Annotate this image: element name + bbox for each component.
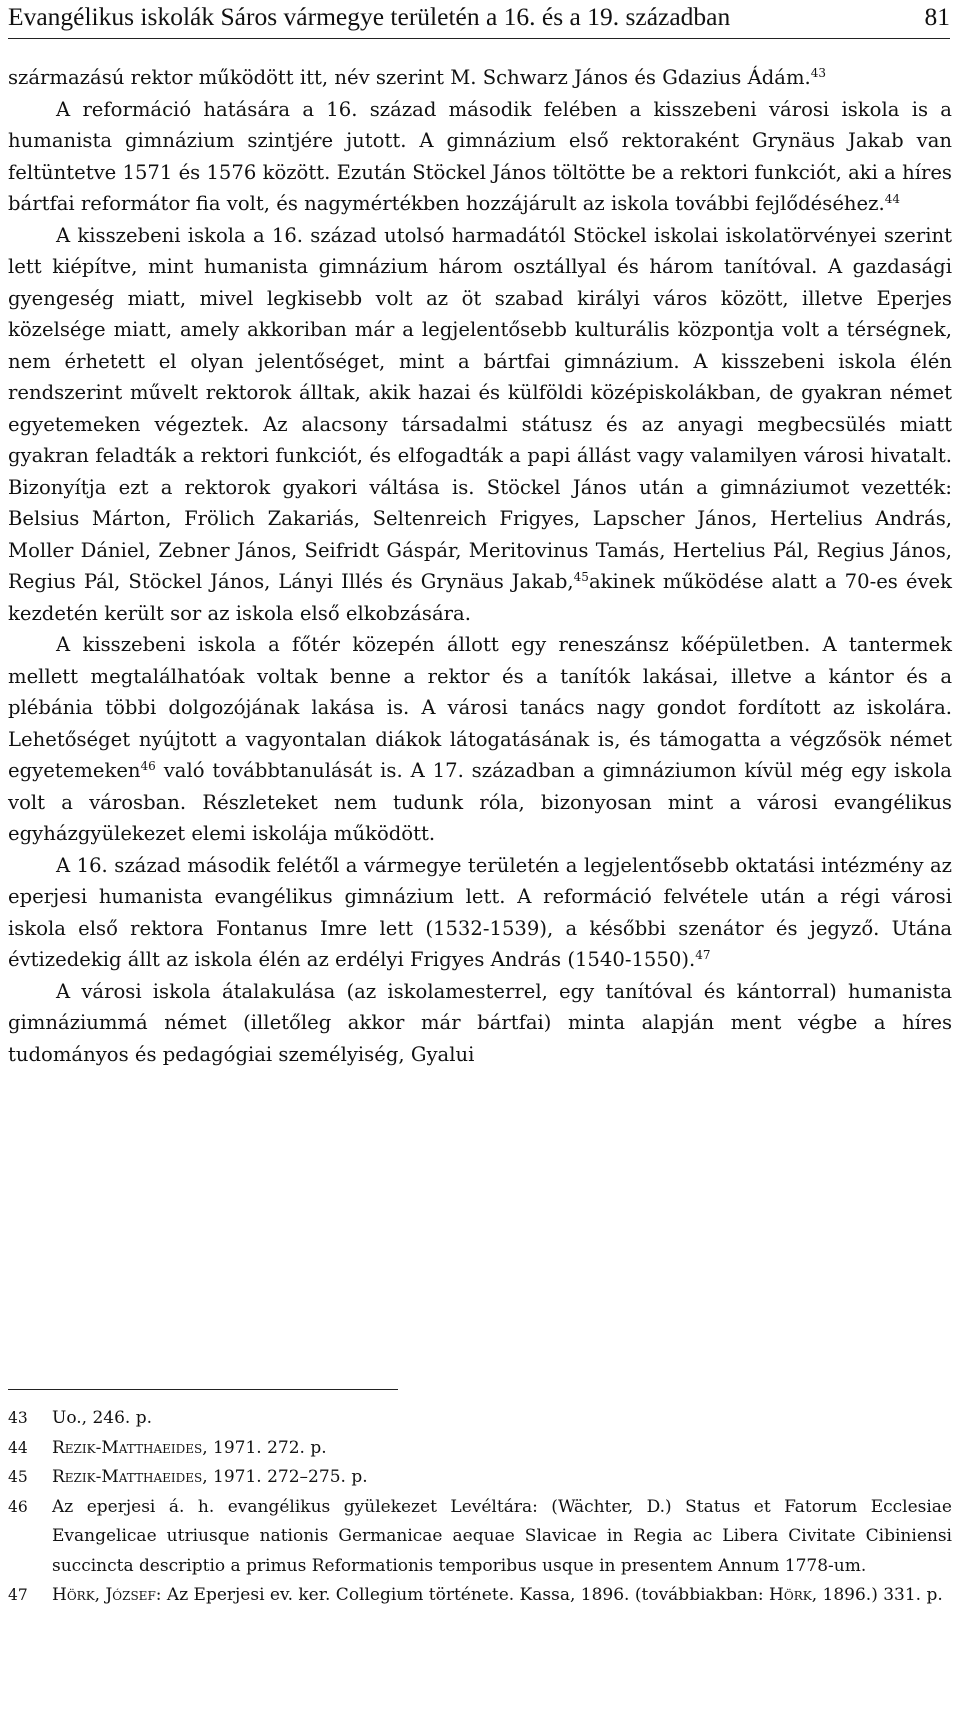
footnote-number: 45 (8, 1468, 28, 1486)
paragraph-3 (8, 220, 952, 630)
running-title: Evangélikus iskolák Sáros vármegye területén a 16. és a 19. században (8, 2, 731, 31)
footnote-separator (8, 1389, 398, 1390)
paragraph-text: A 16. század második felétől a vármegye területén a legjelentősebb oktatási intézmény az eperjesi humanista evangélikus gimnázium lett. A reformáció felvétele után a régi városi iskola első rektora Fontanus Imre lett (1532-1539), a későbbi szenátor és jegyző. Utána évtizedekig állt az iskola élén az erdélyi Frigyes András (1540-1550). (8, 853, 952, 971)
footnote-author: Rezik-Matthaeides (52, 1437, 203, 1458)
footnote-author-short: Hörk (769, 1585, 812, 1605)
footnote-text: , 1971. 272. p. (202, 1437, 327, 1458)
footnote-text: , 1971. 272–275. p. (202, 1467, 368, 1487)
footnote-45 (8, 1463, 952, 1493)
footnote-body (52, 1434, 952, 1464)
paragraph-5 (8, 850, 952, 976)
footnotes (8, 1404, 952, 1611)
footnote-46 (8, 1493, 952, 1582)
paragraph-text: A kisszebeni iskola a főtér közepén állott egy reneszánsz kőépületben. A tantermek mellett megtalálhatóak voltak benne a rektor és a tanítók lakásai, illetve a kántor és a plébánia többi dolgozójának lakása is. A városi tanács nagy gondot fordított az iskolára. Lehetőséget nyújtott a vagyontalan diákok látogatásának is, és támogatta a végzősök német egyetemeken (8, 633, 952, 782)
paragraph-4 (8, 629, 952, 850)
footnote-44 (8, 1434, 952, 1464)
page-number: 81 (924, 2, 950, 31)
footnote-author: Hörk, József (52, 1585, 156, 1605)
body-text (8, 62, 952, 1070)
footnote-ref-47[interactable]: 47 (695, 948, 711, 962)
footnote-body (52, 1463, 952, 1493)
footnote-43 (8, 1404, 952, 1434)
paragraph-6 (8, 976, 952, 1071)
footnote-number: 46 (8, 1497, 28, 1516)
footnote-text: : Az Eperjesi ev. ker. Collegium története. Kassa, 1896. (továbbiakban: (155, 1585, 770, 1605)
footnote-number: 44 (8, 1438, 28, 1457)
running-header (8, 2, 950, 39)
footnote-author: Rezik-Matthaeides (52, 1467, 203, 1487)
footnote-47 (8, 1581, 952, 1611)
footnote-text: Az eperjesi á. h. evangélikus gyülekezet Levéltára: (Wächter, D.) Status et Fatorum Ecclesiae Evangelicae utriusque nationis Germanicae aequae Slavicae in Regia ac Libera Civitate Cibiniensi succincta descriptio a primus Reformationis temporibus usque in presentem Annum 1778-um. (52, 1496, 952, 1576)
footnote-text-cont: , 1896.) 331. p. (811, 1585, 943, 1605)
paragraph-1 (8, 62, 952, 94)
paragraph-text: A kisszebeni iskola a 16. század utolsó harmadától Stöckel iskolai iskolatörvényei szerint lett kiépítve, mint humanista gimnázium három osztállyal és három tanítóval. A gazdasági gyengeség miatt, mivel legkisebb volt az öt szabad királyi város között, illetve Eperjes közelsége miatt, amely akkoriban már a legjelentősebb kulturális központja volt a térségnek, nem érhetett el olyan jelentőséget, mint a bártfai gimnázium. A kisszebeni iskola élén rendszerint művelt rektorok álltak, akik hazai és külföldi középiskolákban, de gyakran német egyetemeken végeztek. Az alacsony társadalmi státusz és az anyagi megbecsülés miatt gyakran feladták a rektori funkciót, és elfogadták a papi állást vagy valamilyen városi hivatalt. Bizonyítja ezt a rektorok gyakori váltása is. Stöckel János után a gimnáziumot vezették: Belsius Márton, Frölich Zakariás, Seltenreich Frigyes, Lapscher János, Hertelius András, Moller Dániel, Zebner János, Seifridt Gáspár, Meritovinus Tamás, Hertelius Pál, Regius János, Regius Pál, Stöckel János, Lányi Illés és Grynäus Jakab, (8, 223, 952, 593)
paragraph-text-cont: akinek működése alatt a 70-es évek kezdetén került sor az iskola első elkobzására. (8, 570, 952, 625)
footnote-number: 43 (8, 1409, 28, 1427)
footnote-ref-46[interactable]: 46 (140, 759, 156, 773)
paragraph-text-cont: való továbbtanulását is. A 17. században a gimnáziumon kívül még egy iskola volt a városban. Részleteket nem tudunk róla, bizonyosan mint a városi evangélikus egyházgyülekezet elemi iskolája működött. (8, 759, 952, 845)
paragraph-text: A városi iskola átalakulása (az iskolamesterrel, egy tanítóval és kántorral) humanista gimnáziummá német (illetőleg akkor már bártfai) minta alapján ment végbe a híres tudományos és pedagógiai személyiség, Gyalui (8, 979, 952, 1066)
footnote-text: Uo., 246. p. (52, 1408, 153, 1428)
footnote-ref-45[interactable]: 45 (573, 570, 589, 584)
footnote-ref-44[interactable]: 44 (884, 192, 900, 206)
footnote-body (52, 1581, 952, 1611)
footnote-ref-43[interactable]: 43 (810, 66, 827, 80)
paragraph-2 (8, 94, 952, 220)
footnote-number: 47 (8, 1586, 28, 1604)
paragraph-text: A reformáció hatására a 16. század második felében a kisszebeni városi iskola is a humanista gimnázium szintjére jutott. A gimnázium első rektoraként Grynäus Jakab van feltüntetve 1571 és 1576 között. Ezután Stöckel János töltötte be a rektori funkciót, aki a híres bártfai reformátor fia volt, és nagymértékben hozzájárult az iskola további fejlődéséhez. (8, 97, 952, 215)
paragraph-text: származású rektor működött itt, név szerint M. Schwarz János és Gdazius Ádám. (8, 66, 811, 89)
